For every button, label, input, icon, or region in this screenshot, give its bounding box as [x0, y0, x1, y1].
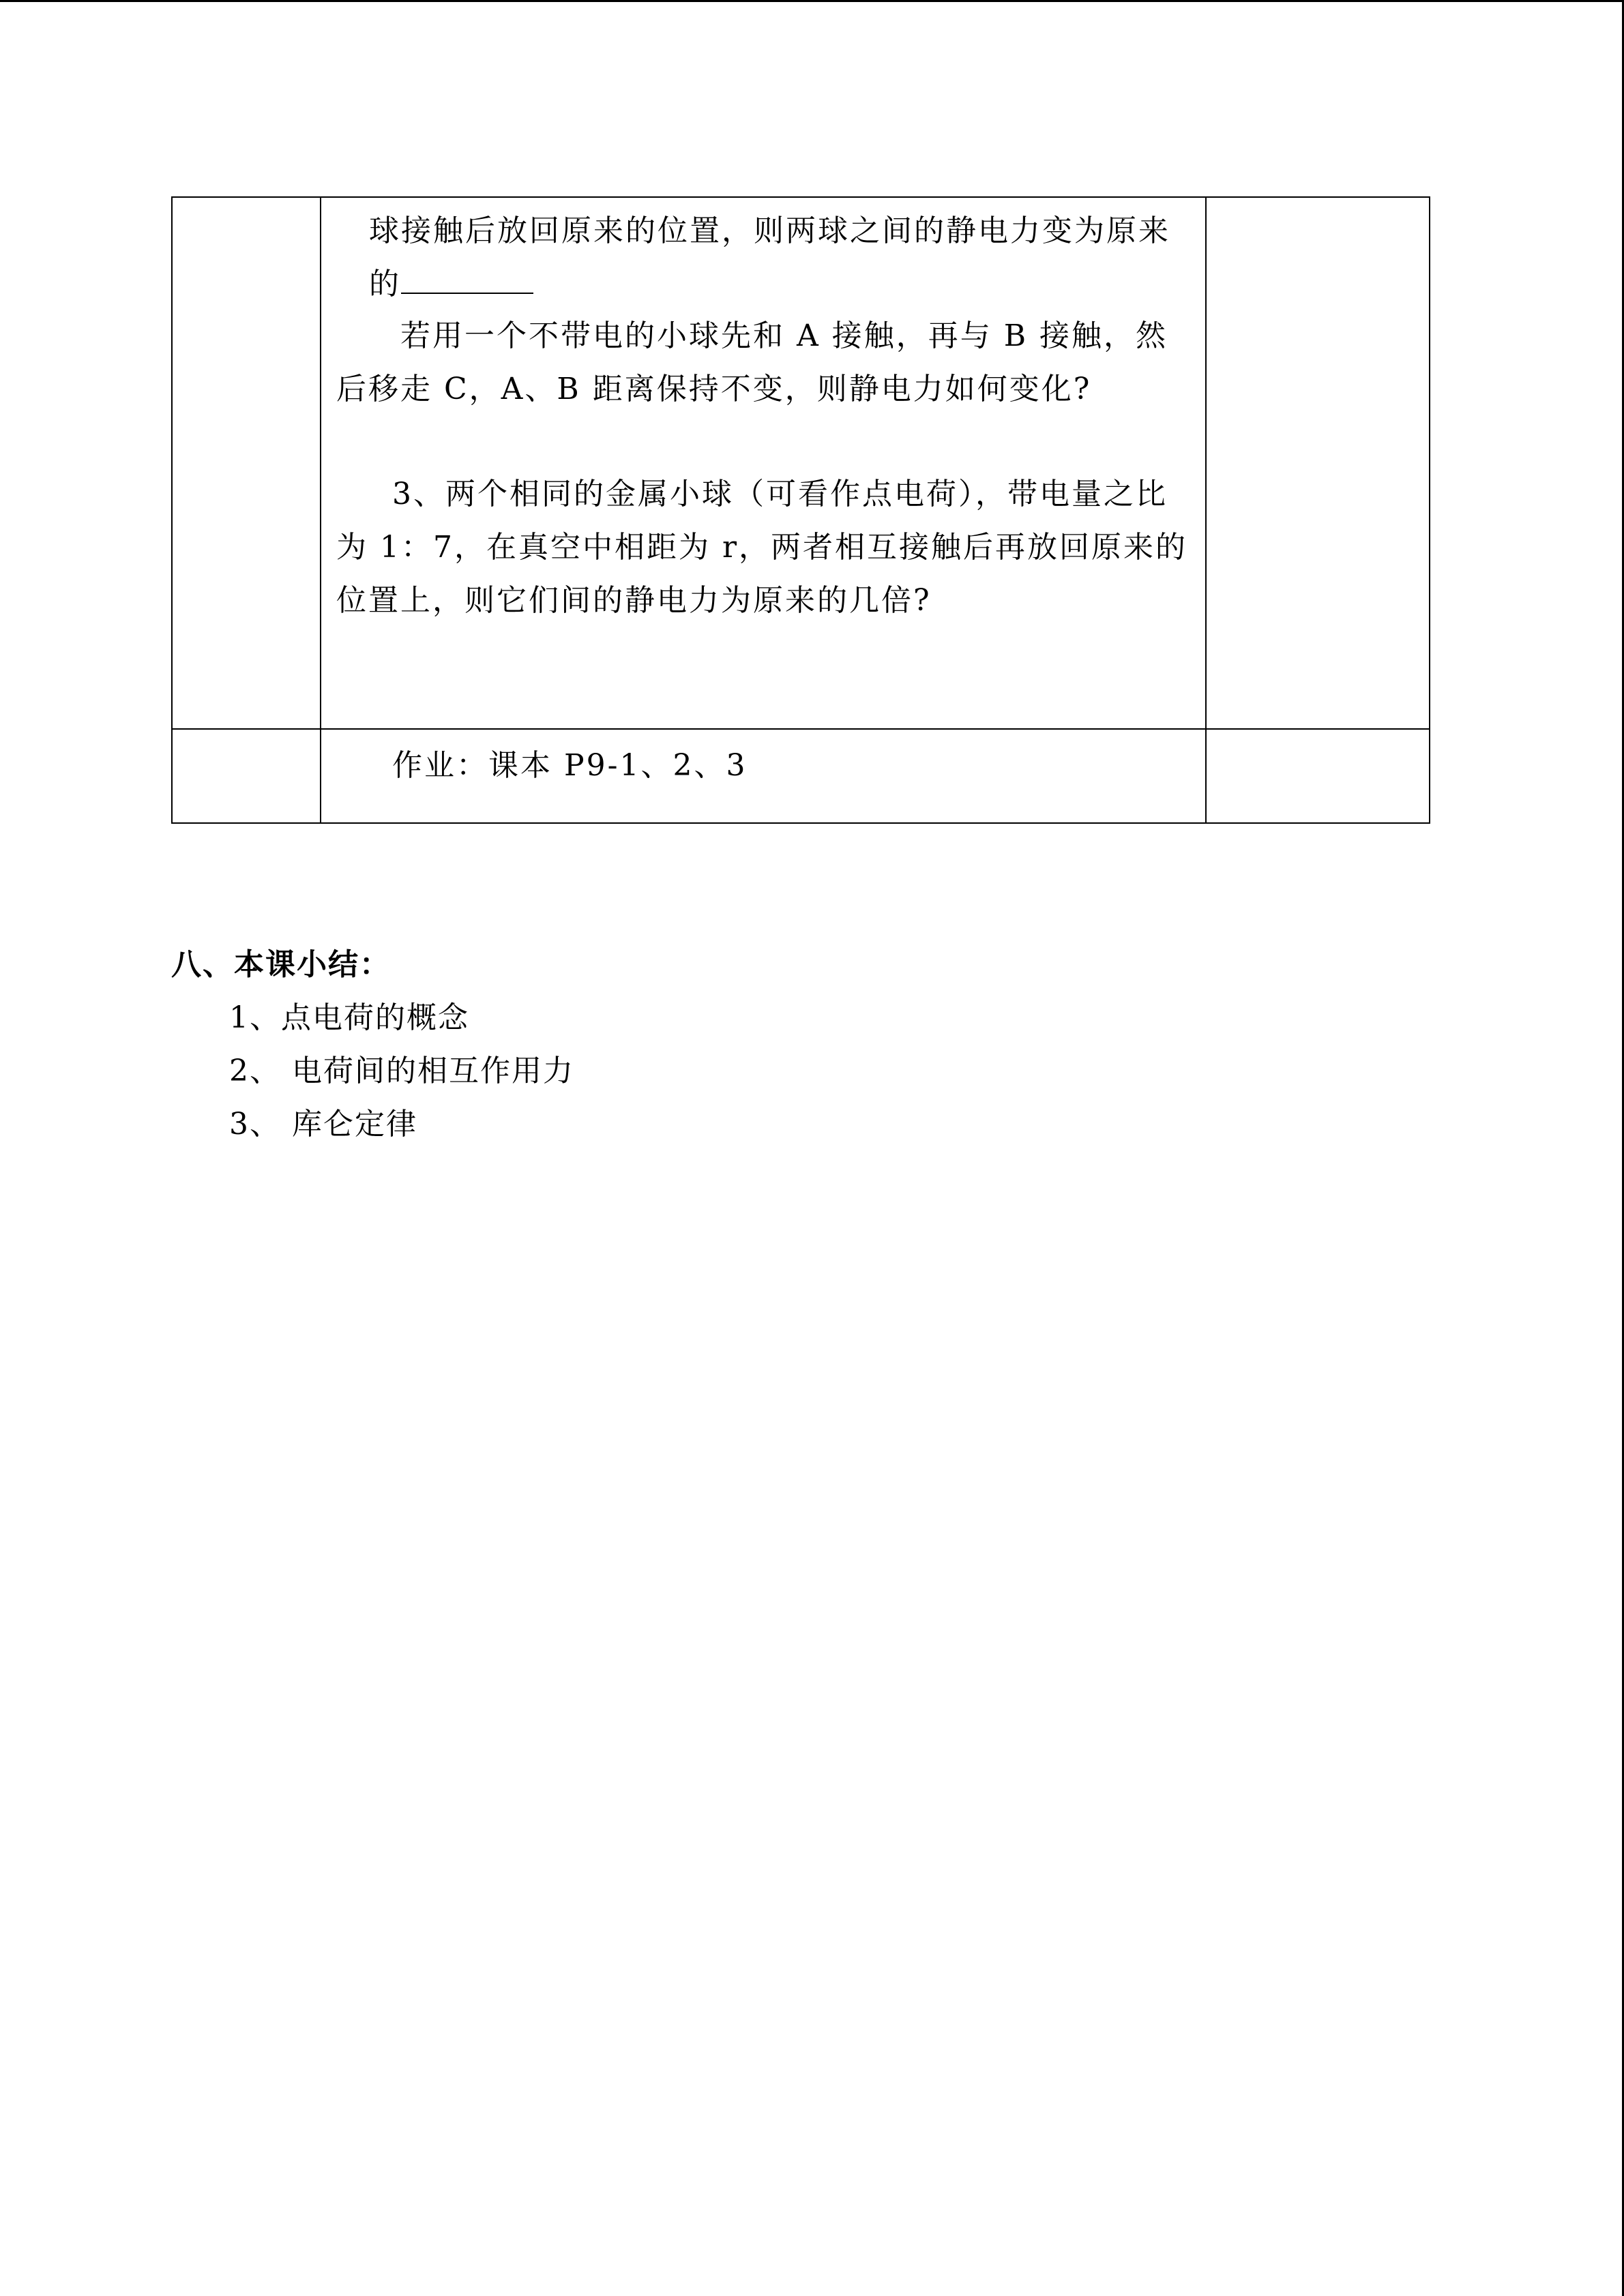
- table-cell-right: [1206, 729, 1430, 823]
- table-row: [172, 197, 1430, 729]
- summary-item: 2、 电荷间的相互作用力: [229, 1054, 574, 1088]
- table-cell-left: [172, 197, 321, 729]
- text-line: 球接触后放回原来的位置，则两球之间的静电力变为原来: [369, 213, 1170, 248]
- table-cell-content: [321, 729, 1206, 823]
- text-line: 后移走 C，A、B 距离保持不变，则静电力如何变化?: [336, 372, 1092, 406]
- summary-item: 3、 库仑定律: [229, 1107, 417, 1142]
- text-line: 若用一个不带电的小球先和 A 接触，再与 B 接触，然: [400, 318, 1168, 353]
- summary-heading: 八、本课小结：: [171, 947, 391, 982]
- table-cell-content: [321, 197, 1206, 729]
- answer-blank: [401, 265, 533, 294]
- summary-item: 1、点电荷的概念: [229, 1000, 469, 1035]
- table-cell-left: [172, 729, 321, 823]
- page-top-border: [0, 0, 1624, 2]
- table-cell-right: [1206, 197, 1430, 729]
- text-prefix: 的: [369, 267, 401, 301]
- lesson-table: [171, 196, 1430, 824]
- fill-blank-line: [369, 259, 533, 303]
- table-row: [172, 729, 1430, 823]
- text-line: 为 1：7，在真空中相距为 r，两者相互接触后再放回原来的: [336, 530, 1187, 565]
- text-line: 位置上，则它们间的静电力为原来的几倍?: [336, 583, 932, 618]
- text-line: 3、两个相同的金属小球（可看作点电荷），带电量之比: [392, 477, 1168, 511]
- homework-text: 作业：课本 P9-1、2、3: [392, 748, 748, 783]
